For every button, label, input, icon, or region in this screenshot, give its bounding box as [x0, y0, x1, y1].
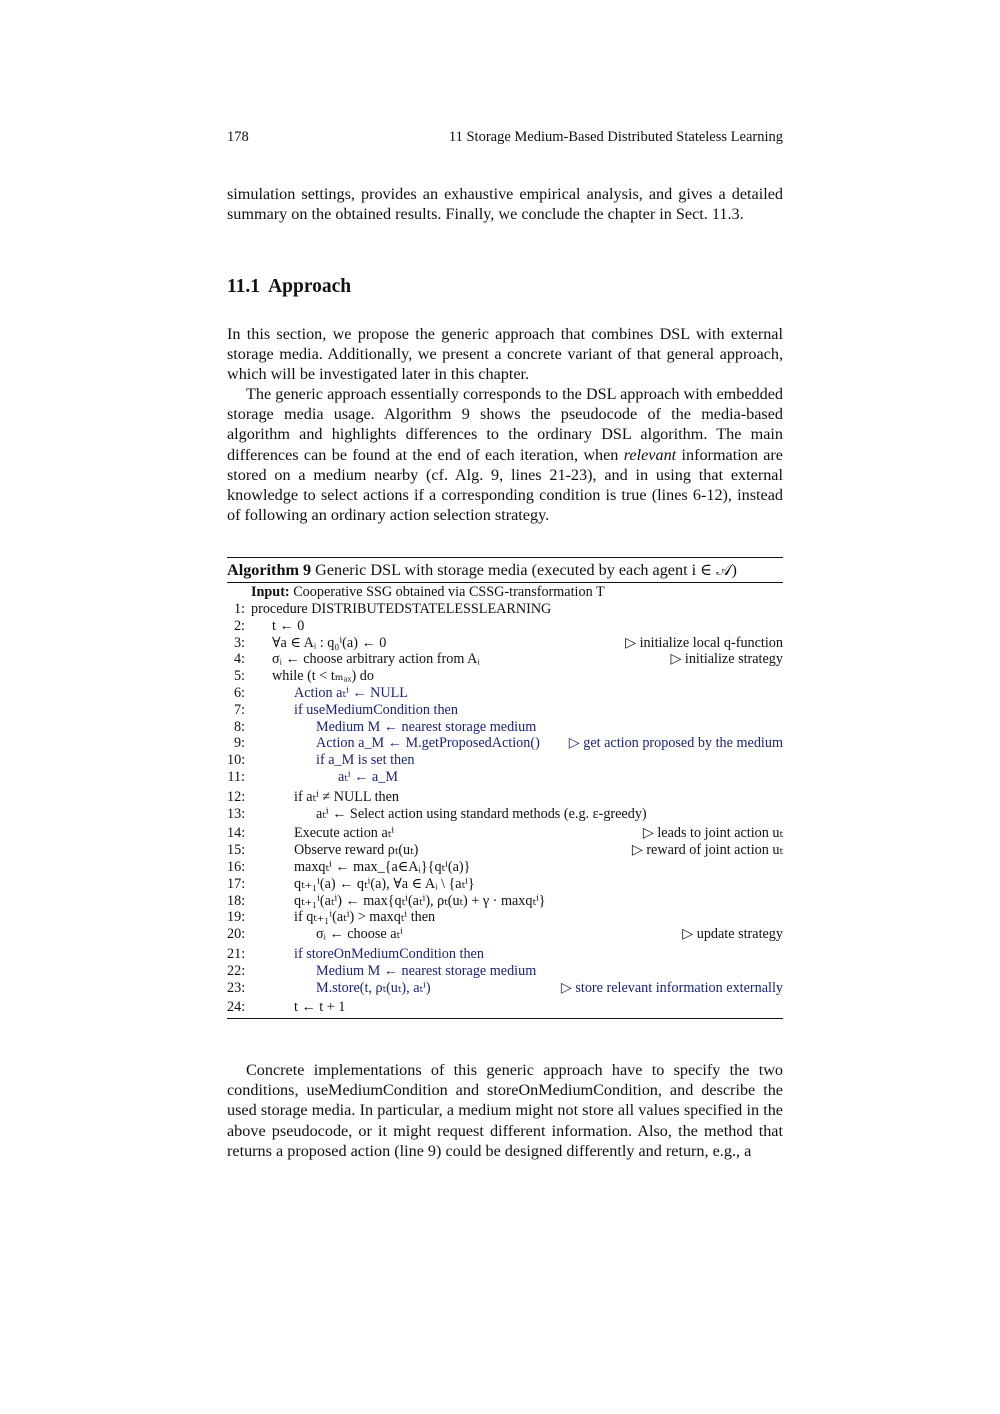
- line-number: 22:: [227, 962, 246, 979]
- line-number: 16:: [227, 858, 246, 875]
- line-code: if useMediumCondition then: [294, 701, 458, 718]
- algorithm-line-13: [227, 806, 783, 823]
- line-code: Execute action aₜⁱ: [294, 825, 395, 842]
- algorithm-box: [227, 557, 783, 1019]
- line-comment: ▷ reward of joint action uₜ: [631, 842, 783, 859]
- line-number: 20:: [227, 926, 246, 943]
- line-number: 23:: [227, 979, 246, 996]
- section-number: 11.1: [227, 276, 261, 297]
- paragraph-2-emphasis: relevant: [623, 445, 677, 464]
- line-number: 12:: [227, 788, 246, 805]
- line-number: 4:: [233, 651, 245, 668]
- line-code: σᵢ ← choose arbitrary action from Aᵢ: [272, 651, 480, 668]
- running-header: [227, 128, 783, 146]
- algorithm-line-20: [227, 926, 783, 943]
- line-code: if aₜⁱ ≠ NULL then: [294, 788, 400, 805]
- line-number: 14:: [227, 825, 246, 842]
- algorithm-line-16: [227, 859, 783, 876]
- algorithm-line-17: [227, 876, 783, 893]
- algorithm-line-18: [227, 893, 783, 910]
- algorithm-line-23: [227, 980, 783, 997]
- paragraph-1: In this section, we propose the generic approach that combines DSL with external storage media. Additionally, we present a concrete variant of that general approach, which will be investigated later in this chapter.: [227, 325, 783, 384]
- line-code: aₜⁱ ← Select action using standard methods (e.g. ε-greedy): [316, 805, 647, 822]
- line-number: 6:: [233, 684, 245, 701]
- algorithm-line-1: [227, 601, 783, 618]
- algorithm-line-11: [227, 769, 783, 786]
- algorithm-line-24: [227, 999, 783, 1016]
- line-code: qₜ₊₁ⁱ(a) ← qₜⁱ(a), ∀a ∈ Aᵢ \ {aₜⁱ}: [294, 875, 475, 892]
- algorithm-line-10: [227, 752, 783, 769]
- line-comment: ▷ leads to joint action uₜ: [642, 825, 783, 842]
- line-number: 13:: [227, 805, 246, 822]
- line-number: 17:: [227, 875, 246, 892]
- algorithm-line-2: [227, 618, 783, 635]
- line-code: ∀a ∈ Aᵢ : q₀ⁱ(a) ← 0: [272, 634, 387, 651]
- line-code: M.store(t, ρₜ(uₜ), aₜⁱ): [316, 979, 431, 996]
- chapter-title: 11 Storage Medium-Based Distributed Stateless Learning: [448, 129, 783, 145]
- algorithm-line-12: [227, 789, 783, 806]
- intro-paragraph: simulation settings, provides an exhaustive empirical analysis, and gives a detailed summary on the obtained results. Finally, we conclude the chapter in Sect. 11.3.: [227, 185, 783, 224]
- line-number: 3:: [233, 634, 245, 651]
- line-comment: ▷ initialize local q-function: [625, 634, 783, 651]
- algorithm-line-4: [227, 651, 783, 668]
- line-code: Medium M ← nearest storage medium: [316, 962, 537, 979]
- line-code: Action a_M ← M.getProposedAction(): [316, 735, 540, 752]
- algorithm-bottom-rule: [227, 1018, 783, 1019]
- algorithm-line-15: [227, 842, 783, 859]
- algorithm-line-3: [227, 635, 783, 652]
- algorithm-line-6: [227, 685, 783, 702]
- line-number: 11:: [227, 768, 245, 785]
- line-comment: ▷ store relevant information externally: [560, 979, 783, 996]
- line-comment: ▷ get action proposed by the medium: [568, 735, 783, 752]
- line-number: 9:: [233, 735, 245, 752]
- line-number: 5:: [233, 668, 245, 685]
- line-number: 10:: [227, 752, 246, 769]
- line-comment: ▷ update strategy: [682, 926, 783, 943]
- line-code: if a_M is set then: [316, 752, 415, 769]
- algorithm-lines: [227, 601, 783, 1016]
- line-code: if storeOnMediumCondition then: [294, 945, 484, 962]
- section-heading: [227, 276, 351, 298]
- algorithm-caption: [227, 558, 783, 581]
- algorithm-line-8: [227, 719, 783, 736]
- input-text: Cooperative SSG obtained via CSSG-transformation T: [293, 584, 605, 600]
- algorithm-line-21: [227, 946, 783, 963]
- algorithm-label: Algorithm 9: [227, 561, 312, 579]
- line-number: 21:: [227, 945, 246, 962]
- line-number: 8:: [233, 718, 245, 735]
- line-code: while (t < tₘₐₓ) do: [272, 668, 374, 685]
- line-number: 2:: [233, 617, 245, 634]
- paragraph-3: Concrete implementations of this generic approach have to specify the two conditions, useMediumCondition and storeOnMediumCondition, and describe the used storage media. In particular, a medium might not store all values specified in the above pseudocode, or it might request different information. Also, the method that returns a proposed action (line 9) could be designed differently and return, e.g., a: [227, 1061, 783, 1160]
- line-code: Observe reward ρₜ(uₜ): [294, 842, 419, 859]
- line-code: aₜⁱ ← a_M: [338, 768, 398, 785]
- algorithm-line-14: [227, 825, 783, 842]
- line-comment: ▷ initialize strategy: [670, 651, 783, 668]
- algorithm-line-9: [227, 735, 783, 752]
- line-code: t ← t + 1: [294, 999, 346, 1016]
- paragraph-2: [227, 384, 783, 525]
- line-code: Action aₜⁱ ← NULL: [294, 684, 408, 701]
- line-code: procedure DISTRIBUTEDSTATELESSLEARNING: [251, 601, 552, 617]
- line-code: maxqₜⁱ ← max_{a∈Aᵢ}{qₜⁱ(a)}: [294, 858, 471, 875]
- algorithm-input: [227, 583, 783, 601]
- line-code: qₜ₊₁ⁱ(aₜⁱ) ← max{qₜⁱ(aₜⁱ), ρₜ(uₜ) + γ · maxqₜⁱ}: [294, 892, 546, 909]
- section-title: Approach: [268, 276, 352, 297]
- algorithm-line-5: [227, 668, 783, 685]
- algorithm-line-19: [227, 909, 783, 926]
- line-number: 15:: [227, 842, 246, 859]
- algorithm-line-7: [227, 702, 783, 719]
- line-number: 19:: [227, 909, 246, 926]
- line-number: 18:: [227, 892, 246, 909]
- line-code: if qₜ₊₁ⁱ(aₜⁱ) > maxqₜⁱ then: [294, 909, 436, 926]
- line-code: σᵢ ← choose aₜⁱ: [316, 926, 403, 943]
- input-label: Input:: [251, 584, 290, 600]
- line-number: 1:: [233, 601, 245, 617]
- line-code: Medium M ← nearest storage medium: [316, 718, 537, 735]
- algorithm-caption-text: Generic DSL with storage media (executed by each agent i ∈ 𝒜): [315, 561, 737, 579]
- algorithm-line-22: [227, 963, 783, 980]
- line-code: t ← 0: [272, 617, 305, 634]
- paragraph-2-text-a: The generic approach essentially corresponds to the DSL approach with embedded storage media usage. Algorithm 9 shows the pseudocode of the media-based algorithm and highlights differences to the ordinary DSL algorithm. The main differences can be found at the end of each iteration, when: [227, 385, 783, 464]
- page-number: 178: [227, 129, 249, 145]
- line-number: 7:: [233, 701, 245, 718]
- line-number: 24:: [227, 999, 246, 1016]
- paragraph-2-text-b: information are stored on a medium nearby (cf. Alg. 9, lines 21-23), and in using that external knowledge to select actions if a corresponding condition is true (lines 6-12), instead of following an ordinary action selection strategy.: [227, 445, 783, 525]
